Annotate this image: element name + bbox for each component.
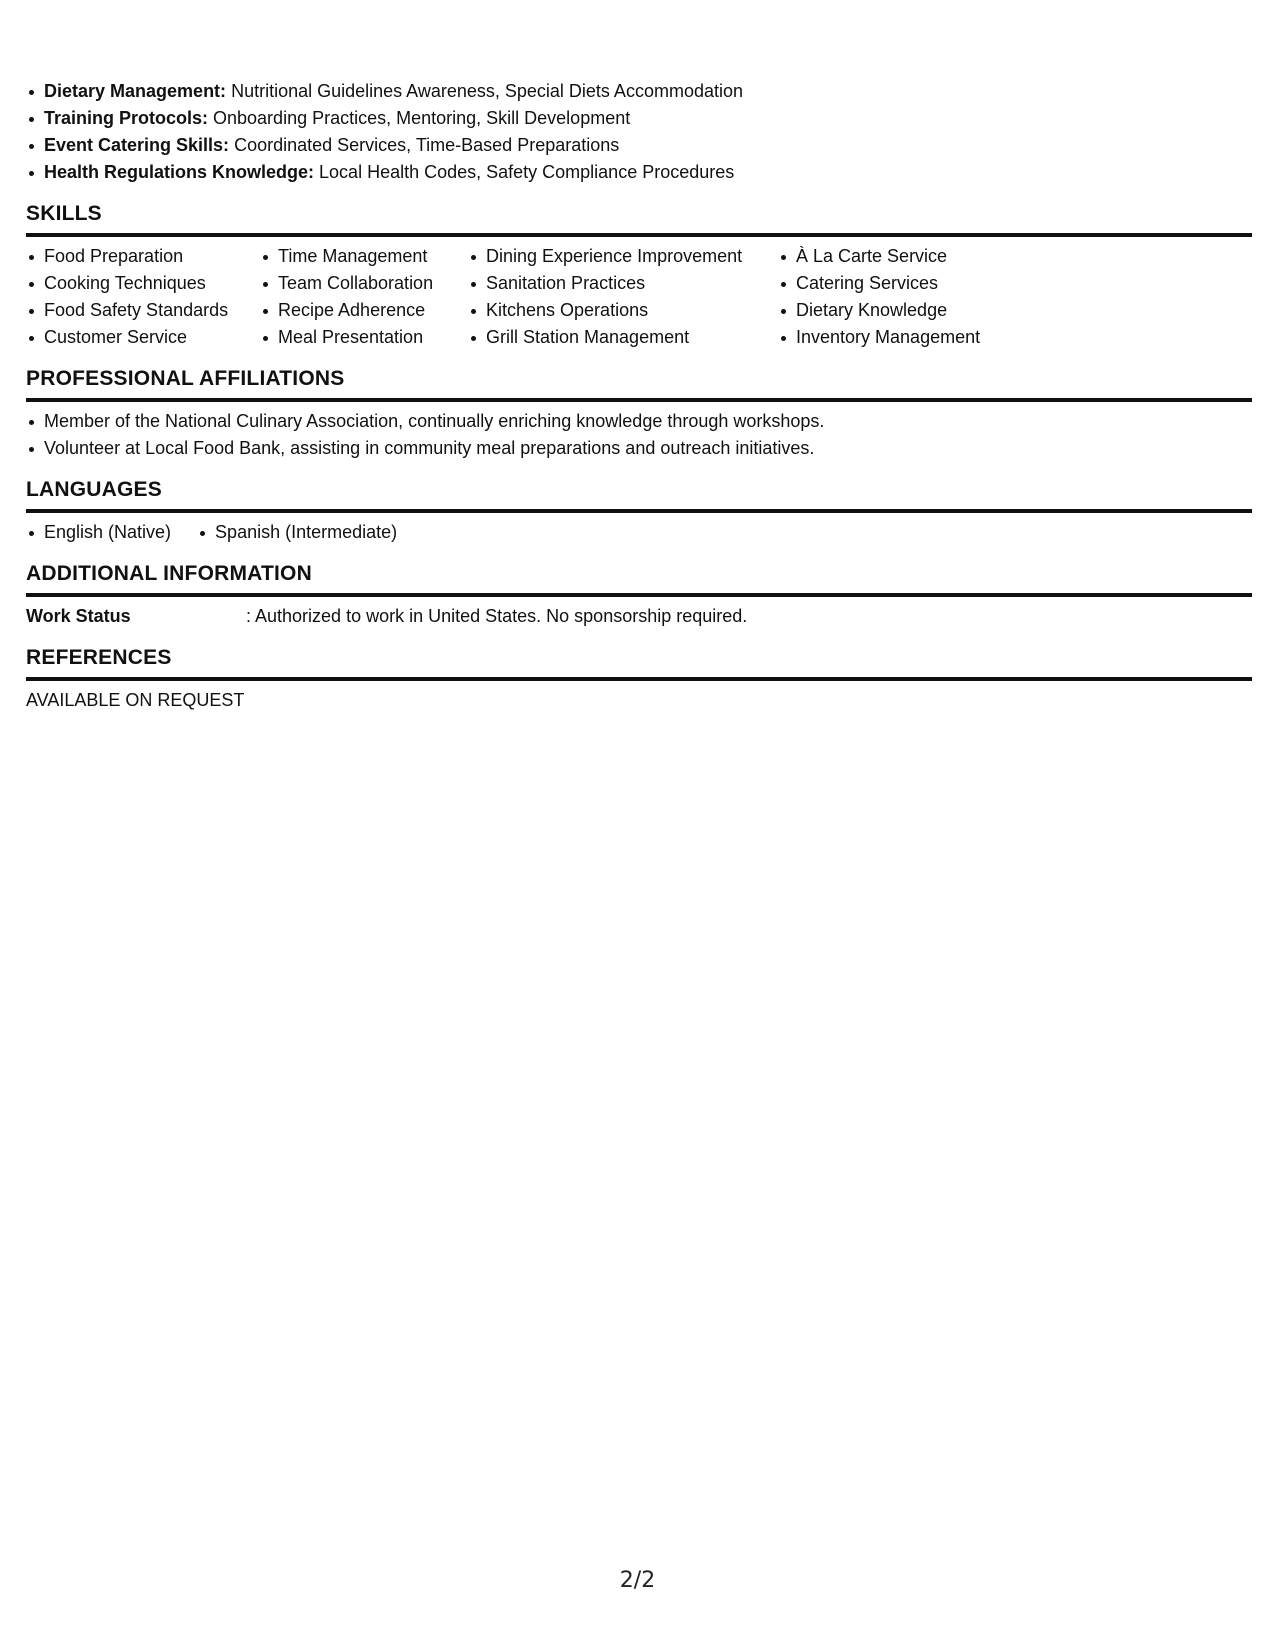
- skill-item: Meal Presentation: [260, 324, 468, 351]
- section-heading: ADDITIONAL INFORMATION: [26, 561, 1252, 597]
- list-item: Member of the National Culinary Association, continually enriching knowledge through workshops.: [26, 408, 1252, 435]
- skills-column: [468, 243, 778, 351]
- affiliations-section: [26, 366, 1252, 462]
- skill-item: Food Safety Standards: [26, 297, 260, 324]
- item-label: Training Protocols:: [44, 108, 209, 128]
- work-status-value: : Authorized to work in United States. No sponsorship required.: [246, 606, 748, 626]
- section-heading: LANGUAGES: [26, 477, 1252, 513]
- item-label: Event Catering Skills:: [44, 135, 230, 155]
- item-label: Health Regulations Knowledge:: [44, 162, 315, 182]
- skill-item: Team Collaboration: [260, 270, 468, 297]
- list-item: [26, 105, 1252, 132]
- page-number: 2/2: [619, 1568, 656, 1593]
- skills-grid: [26, 243, 1252, 351]
- skills-section: [26, 201, 1252, 351]
- skill-item: Dining Experience Improvement: [468, 243, 778, 270]
- section-heading: PROFESSIONAL AFFILIATIONS: [26, 366, 1252, 402]
- item-text: Coordinated Services, Time-Based Preparations: [229, 135, 620, 155]
- skill-item: Sanitation Practices: [468, 270, 778, 297]
- list-item: Volunteer at Local Food Bank, assisting in community meal preparations and outreach initiatives.: [26, 435, 1252, 462]
- resume-page: [26, 78, 1252, 714]
- skill-item: Dietary Knowledge: [778, 297, 1038, 324]
- item-text: Onboarding Practices, Mentoring, Skill Development: [208, 108, 631, 128]
- list-item: [26, 78, 1252, 105]
- skills-column: [26, 243, 260, 351]
- skill-item: Grill Station Management: [468, 324, 778, 351]
- skill-item: Inventory Management: [778, 324, 1038, 351]
- skills-column: [260, 243, 468, 351]
- affiliations-list: [26, 408, 1252, 462]
- item-label: Dietary Management:: [44, 81, 227, 101]
- skill-item: Time Management: [260, 243, 468, 270]
- list-item: [26, 132, 1252, 159]
- list-item: [26, 159, 1252, 186]
- language-item: English (Native): [26, 519, 171, 546]
- skill-item: À La Carte Service: [778, 243, 1038, 270]
- skill-item: Recipe Adherence: [260, 297, 468, 324]
- work-status-row: [26, 603, 1252, 630]
- section-heading: SKILLS: [26, 201, 1252, 237]
- section-heading: REFERENCES: [26, 645, 1252, 681]
- skill-item: Catering Services: [778, 270, 1038, 297]
- skill-item: Kitchens Operations: [468, 297, 778, 324]
- expertise-list: [26, 78, 1252, 186]
- skills-column: [778, 243, 1038, 351]
- item-text: Nutritional Guidelines Awareness, Special Diets Accommodation: [226, 81, 743, 101]
- additional-info-section: [26, 561, 1252, 630]
- language-item: Spanish (Intermediate): [197, 519, 397, 546]
- languages-section: [26, 477, 1252, 546]
- languages-list: [26, 519, 1252, 546]
- work-status-label: Work Status: [26, 606, 131, 626]
- references-text: AVAILABLE ON REQUEST: [26, 690, 245, 710]
- skill-item: Customer Service: [26, 324, 260, 351]
- skill-item: Food Preparation: [26, 243, 260, 270]
- skill-item: Cooking Techniques: [26, 270, 260, 297]
- references-section: [26, 645, 1252, 714]
- item-text: Local Health Codes, Safety Compliance Procedures: [314, 162, 735, 182]
